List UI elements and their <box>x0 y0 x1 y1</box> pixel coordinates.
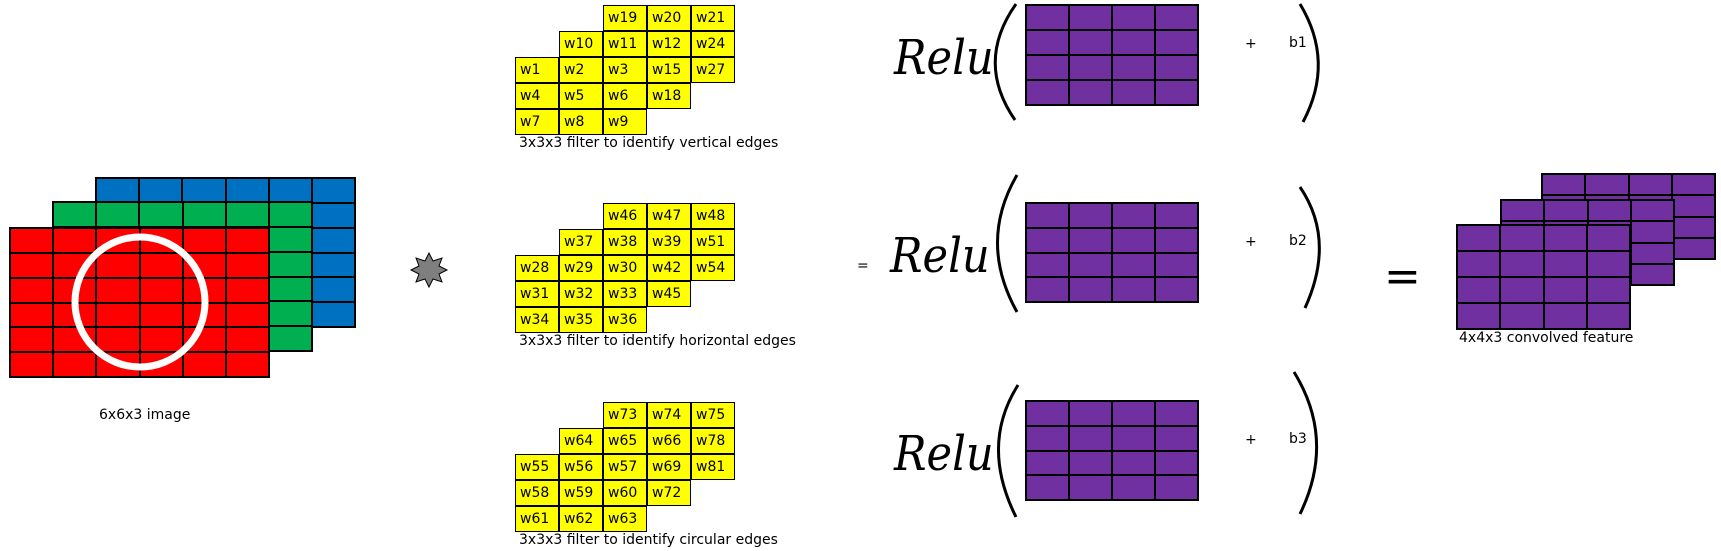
relu-cell <box>1026 451 1069 476</box>
right-paren-1 <box>1300 4 1318 122</box>
relu-cell <box>1155 30 1198 55</box>
output-cell <box>1542 174 1585 195</box>
left-paren-1 <box>995 4 1016 120</box>
output-cell <box>1587 225 1630 251</box>
equals-sign-big: = <box>1384 251 1421 302</box>
relu-cell <box>1112 203 1155 228</box>
left-paren-2 <box>998 175 1018 312</box>
output-cell <box>1500 303 1543 329</box>
relu-cell <box>1069 426 1112 451</box>
filter-weight: w54 <box>691 255 735 281</box>
equals-sign-small: = <box>857 258 869 274</box>
filter-weight: w38 <box>603 229 647 255</box>
output-cell <box>1587 251 1630 277</box>
filter-weight: w8 <box>559 109 603 135</box>
relu-matrix-2 <box>1025 202 1199 303</box>
relu-cell <box>1155 426 1198 451</box>
output-cell <box>1631 200 1674 221</box>
bias-b3: b3 <box>1289 431 1307 447</box>
filter-weight: w4 <box>515 83 559 109</box>
output-cell <box>1544 251 1587 277</box>
filter-weight: w48 <box>691 203 735 229</box>
relu-cell <box>1026 203 1069 228</box>
filter-weight: w69 <box>647 454 691 480</box>
filter-weight: w33 <box>603 281 647 307</box>
output-cell <box>1544 303 1587 329</box>
relu-label-2: Relu <box>890 228 990 284</box>
relu-matrix-1 <box>1025 4 1199 106</box>
filter-weight: w65 <box>603 428 647 454</box>
output-cell <box>1672 174 1715 195</box>
output-cell <box>1544 225 1587 251</box>
relu-cell <box>1069 55 1112 80</box>
relu-cell <box>1155 5 1198 30</box>
relu-cell <box>1026 401 1069 426</box>
filter-weight: w9 <box>603 109 647 135</box>
output-cell <box>1457 251 1500 277</box>
filter-weight: w24 <box>691 31 735 57</box>
output-cell <box>1500 277 1543 303</box>
output-cell <box>1457 303 1500 329</box>
filter-weight: w6 <box>603 83 647 109</box>
filter-weight: w35 <box>559 307 603 333</box>
relu-cell <box>1069 475 1112 500</box>
filter-weight: w45 <box>647 281 691 307</box>
filter-weight: w7 <box>515 109 559 135</box>
filter-weight: w63 <box>603 506 647 532</box>
relu-cell <box>1069 228 1112 253</box>
filter-weight: w3 <box>603 57 647 83</box>
filter-weight: w2 <box>559 57 603 83</box>
filter-weight: w39 <box>647 229 691 255</box>
relu-cell <box>1026 80 1069 105</box>
filter-weight: w36 <box>603 307 647 333</box>
relu-cell <box>1155 451 1198 476</box>
filter-weight: w78 <box>691 428 735 454</box>
output-channel-1 <box>1456 224 1631 330</box>
relu-cell <box>1112 253 1155 278</box>
output-cell <box>1672 217 1715 238</box>
filter-weight: w42 <box>647 255 691 281</box>
relu-cell <box>1112 277 1155 302</box>
filter-weight: w31 <box>515 281 559 307</box>
filter-weight: w11 <box>603 31 647 57</box>
relu-cell <box>1155 253 1198 278</box>
output-cell <box>1672 195 1715 216</box>
filter-weight: w62 <box>559 506 603 532</box>
relu-cell <box>1069 401 1112 426</box>
relu-cell <box>1112 30 1155 55</box>
relu-cell <box>1026 426 1069 451</box>
circle-shape <box>75 237 205 367</box>
filter-weight: w37 <box>559 229 603 255</box>
relu-cell <box>1026 253 1069 278</box>
filter-weight: w15 <box>647 57 691 83</box>
relu-cell <box>1112 228 1155 253</box>
filter-weight: w56 <box>559 454 603 480</box>
output-cell <box>1631 243 1674 264</box>
star-convolution-icon <box>411 253 447 287</box>
filter-weight: w27 <box>691 57 735 83</box>
relu-cell <box>1155 203 1198 228</box>
filter-weight: w10 <box>559 31 603 57</box>
output-cell <box>1457 225 1500 251</box>
relu-cell <box>1112 80 1155 105</box>
filter-caption-circular: 3x3x3 filter to identify circular edges <box>519 532 778 548</box>
output-cell <box>1544 277 1587 303</box>
plus-sign-2: + <box>1245 234 1257 250</box>
filter-caption-vertical: 3x3x3 filter to identify vertical edges <box>519 135 779 151</box>
relu-cell <box>1069 80 1112 105</box>
filter-weight: w59 <box>559 480 603 506</box>
plus-sign-3: + <box>1245 432 1257 448</box>
output-cell <box>1457 277 1500 303</box>
relu-cell <box>1112 451 1155 476</box>
relu-cell <box>1069 277 1112 302</box>
output-cell <box>1588 200 1631 221</box>
output-cell <box>1544 200 1587 221</box>
relu-cell <box>1069 451 1112 476</box>
output-caption: 4x4x3 convolved feature <box>1459 330 1634 346</box>
filter-weight: w57 <box>603 454 647 480</box>
relu-cell <box>1026 475 1069 500</box>
output-cell <box>1500 225 1543 251</box>
filter-weight: w74 <box>647 402 691 428</box>
relu-cell <box>1112 55 1155 80</box>
filter-weight: w46 <box>603 203 647 229</box>
output-cell <box>1631 221 1674 242</box>
relu-cell <box>1026 277 1069 302</box>
filter-weight: w30 <box>603 255 647 281</box>
relu-cell <box>1069 203 1112 228</box>
relu-cell <box>1112 5 1155 30</box>
filter-weight: w72 <box>647 480 691 506</box>
filter-weight: w75 <box>691 402 735 428</box>
bias-b2: b2 <box>1289 233 1307 249</box>
relu-cell <box>1155 475 1198 500</box>
plus-sign-1: + <box>1245 36 1257 52</box>
output-cell <box>1587 277 1630 303</box>
filter-weight: w47 <box>647 203 691 229</box>
filter-weight: w66 <box>647 428 691 454</box>
filter-weight: w28 <box>515 255 559 281</box>
filter-weight: w58 <box>515 480 559 506</box>
filter-weight: w64 <box>559 428 603 454</box>
filter-weight: w81 <box>691 454 735 480</box>
relu-cell <box>1026 55 1069 80</box>
relu-cell <box>1026 228 1069 253</box>
relu-cell <box>1112 475 1155 500</box>
left-paren-3 <box>998 385 1018 517</box>
relu-cell <box>1155 55 1198 80</box>
relu-label-3: Relu <box>894 426 994 482</box>
relu-cell <box>1155 401 1198 426</box>
filter-caption-horizontal: 3x3x3 filter to identify horizontal edges <box>519 333 796 349</box>
relu-label-1: Relu <box>894 30 994 86</box>
filter-weight: w73 <box>603 402 647 428</box>
filter-weight: w51 <box>691 229 735 255</box>
relu-cell <box>1155 80 1198 105</box>
relu-cell <box>1069 253 1112 278</box>
filter-weight: w60 <box>603 480 647 506</box>
filter-weight: w21 <box>691 5 735 31</box>
bias-b1: b1 <box>1289 35 1307 51</box>
relu-cell <box>1112 401 1155 426</box>
relu-cell <box>1069 5 1112 30</box>
filter-weight: w34 <box>515 307 559 333</box>
output-cell <box>1672 238 1715 259</box>
filter-weight: w55 <box>515 454 559 480</box>
output-cell <box>1629 174 1672 195</box>
output-cell <box>1501 200 1544 221</box>
relu-cell <box>1155 228 1198 253</box>
relu-cell <box>1069 30 1112 55</box>
image-caption: 6x6x3 image <box>99 407 191 423</box>
relu-cell <box>1112 426 1155 451</box>
relu-matrix-3 <box>1025 400 1199 501</box>
filter-weight: w19 <box>603 5 647 31</box>
filter-weight: w5 <box>559 83 603 109</box>
relu-cell <box>1026 5 1069 30</box>
filter-weight: w20 <box>647 5 691 31</box>
filter-weight: w32 <box>559 281 603 307</box>
output-cell <box>1585 174 1628 195</box>
filter-weight: w1 <box>515 57 559 83</box>
output-cell <box>1587 303 1630 329</box>
output-cell <box>1631 264 1674 285</box>
filter-weight: w12 <box>647 31 691 57</box>
relu-cell <box>1155 277 1198 302</box>
output-cell <box>1500 251 1543 277</box>
filter-weight: w61 <box>515 506 559 532</box>
filter-weight: w18 <box>647 83 691 109</box>
relu-cell <box>1026 30 1069 55</box>
filter-weight: w29 <box>559 255 603 281</box>
